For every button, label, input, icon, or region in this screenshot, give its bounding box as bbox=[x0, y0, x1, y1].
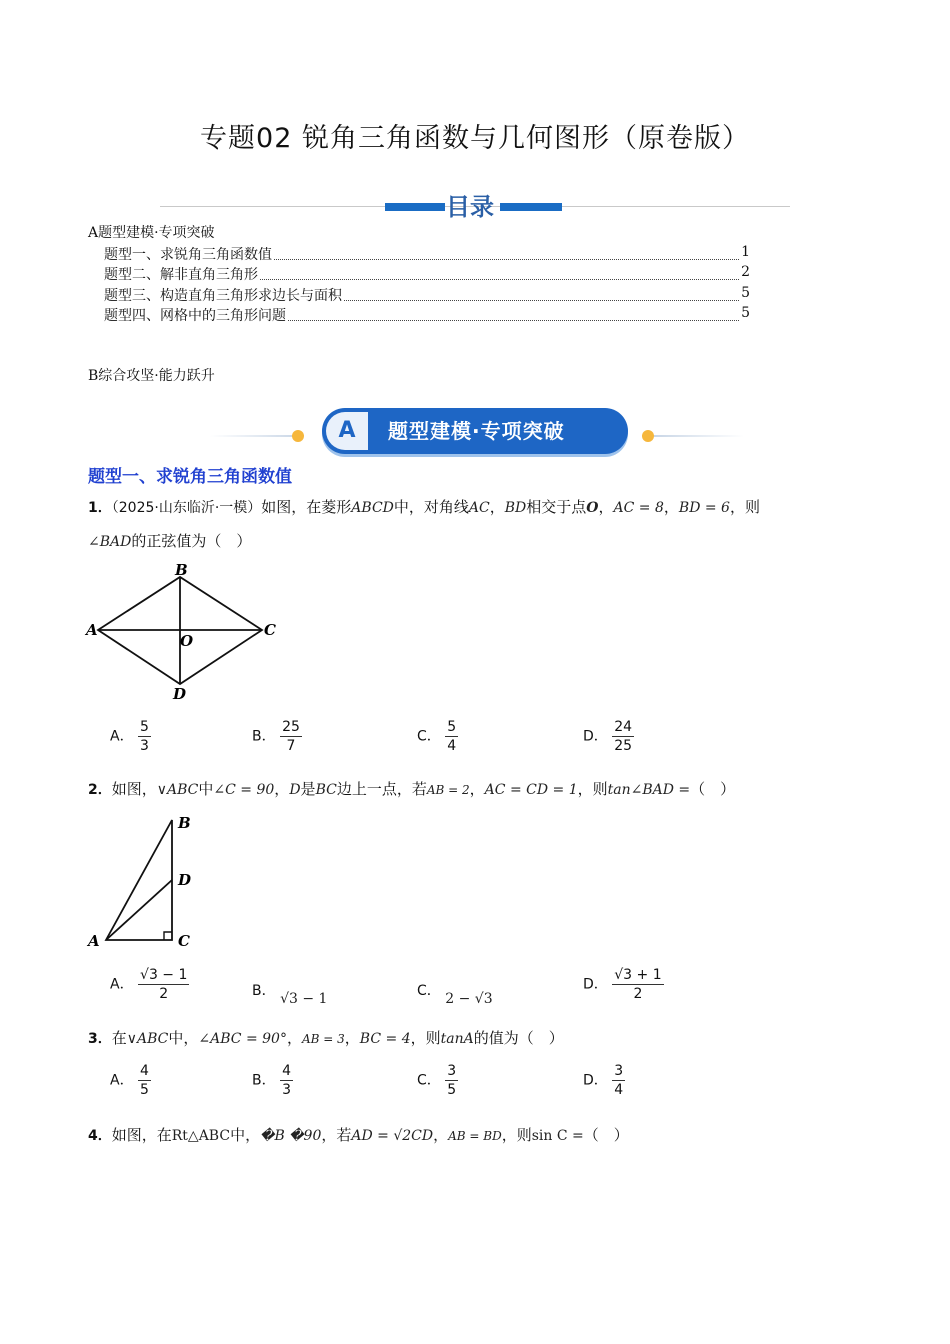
denominator: 4 bbox=[447, 738, 457, 754]
q1-option-a[interactable] bbox=[110, 718, 151, 755]
option-fraction bbox=[612, 1062, 625, 1099]
math-expr: tan∠BAD = bbox=[607, 782, 691, 798]
denominator: 3 bbox=[282, 1082, 291, 1098]
toc-item-label: 题型一、求锐角三角函数值 bbox=[104, 247, 272, 263]
q1-option-b[interactable] bbox=[252, 718, 302, 755]
question-text: ， bbox=[489, 498, 505, 516]
option-label: D． bbox=[583, 1072, 608, 1089]
toc-heading: 目录 bbox=[446, 193, 494, 221]
question-text: 如图， bbox=[111, 780, 157, 798]
toc-item-label: 题型二、解非直角三角形 bbox=[104, 267, 258, 283]
option-label: C． bbox=[417, 1072, 441, 1089]
denominator: 7 bbox=[286, 738, 296, 754]
banner-line-right bbox=[654, 435, 744, 437]
numerator: √3 − 1 bbox=[140, 967, 188, 983]
section-banner bbox=[322, 408, 628, 454]
label-c: C bbox=[264, 621, 276, 639]
toc-part-a[interactable]: A题型建模·专项突破 bbox=[88, 225, 215, 241]
numerator: 24 bbox=[614, 719, 633, 735]
toc-item-page: 5 bbox=[741, 285, 750, 301]
math-expr: ∠BAD bbox=[88, 534, 132, 550]
option-label: B． bbox=[252, 1072, 276, 1089]
banner-line-left bbox=[210, 435, 300, 437]
question-text: 中， bbox=[230, 1126, 261, 1144]
math-expr: AD = √2CD bbox=[351, 1128, 434, 1144]
label-d: D bbox=[173, 685, 187, 703]
q2-option-a[interactable] bbox=[110, 966, 189, 1003]
question-source: （2025·山东临沂·一模） bbox=[111, 500, 262, 516]
question-text: 的正弦值为（ ） bbox=[131, 532, 252, 550]
toc-part-b[interactable]: B综合攻坚·能力跃升 bbox=[88, 368, 215, 384]
q2-option-d[interactable] bbox=[583, 966, 664, 1003]
banner-letter: A bbox=[326, 412, 368, 450]
label-a: A bbox=[88, 932, 100, 950]
q3-option-a[interactable] bbox=[110, 1062, 151, 1099]
question-text: ， bbox=[469, 780, 485, 798]
math-expr: AB = BD bbox=[448, 1129, 502, 1143]
question-4 bbox=[88, 1124, 629, 1145]
banner-text: 题型建模·专项突破 bbox=[388, 419, 565, 443]
option-label: D． bbox=[583, 976, 608, 993]
question-1 bbox=[88, 497, 858, 518]
math-expr: tanA bbox=[440, 1031, 474, 1047]
denominator: 5 bbox=[447, 1082, 457, 1098]
numerator: 5 bbox=[140, 719, 149, 735]
question-number: 2． bbox=[88, 782, 112, 798]
question-text: ， bbox=[433, 1126, 449, 1144]
question-text: 相交于点 bbox=[526, 498, 587, 516]
question-text: 的值为（ ） bbox=[473, 1029, 564, 1047]
numerator: 3 bbox=[614, 1063, 624, 1079]
option-fraction bbox=[138, 718, 151, 755]
label-c: C bbox=[178, 932, 190, 950]
math-expr: AB = 3 bbox=[301, 1032, 345, 1046]
denominator: 3 bbox=[140, 738, 149, 754]
question-text: 中， bbox=[168, 1029, 199, 1047]
math-expr: ∨ABC bbox=[126, 1031, 169, 1047]
label-o: O bbox=[180, 632, 194, 650]
option-label: B． bbox=[252, 728, 276, 745]
math-expr: sin C = bbox=[531, 1128, 584, 1144]
question-text: （ ） bbox=[583, 1126, 629, 1144]
q3-option-c[interactable] bbox=[417, 1062, 458, 1099]
question-text: 中 bbox=[198, 780, 214, 798]
option-fraction bbox=[138, 1062, 151, 1099]
page-title: 专题02 锐角三角函数与几何图形（原卷版） bbox=[200, 123, 750, 154]
question-text: ，则 bbox=[410, 1029, 441, 1047]
label-b: B bbox=[178, 814, 191, 832]
q3-option-b[interactable] bbox=[252, 1062, 293, 1099]
q2-option-b[interactable] bbox=[252, 980, 328, 1007]
question-number: 1． bbox=[88, 500, 112, 516]
triangle-figure bbox=[84, 808, 214, 953]
question-text: ，若 bbox=[321, 1126, 352, 1144]
math-expr: O bbox=[586, 500, 599, 516]
right-angle-mark bbox=[164, 932, 172, 940]
toc-item-label: 题型四、网格中的三角形问题 bbox=[104, 308, 286, 324]
math-expr: �B �90 bbox=[260, 1128, 322, 1144]
math-expr: D bbox=[289, 782, 301, 798]
question-3 bbox=[88, 1027, 564, 1048]
option-label: A． bbox=[110, 976, 134, 993]
question-text: ，则 bbox=[501, 1126, 532, 1144]
triangle-abc bbox=[106, 820, 172, 940]
option-label: C． bbox=[417, 983, 441, 999]
option-label: D． bbox=[583, 728, 608, 745]
math-expr: ABCD bbox=[351, 500, 394, 516]
toc-item-3[interactable] bbox=[104, 285, 750, 305]
question-text: 如图，在菱形 bbox=[261, 498, 352, 516]
option-fraction bbox=[138, 966, 189, 1003]
toc-item-page: 5 bbox=[741, 305, 750, 321]
toc-item-4[interactable] bbox=[104, 305, 750, 325]
math-expr: ∠C = 90 bbox=[213, 782, 275, 798]
q1-option-d[interactable] bbox=[583, 718, 634, 755]
math-expr: AC bbox=[468, 500, 490, 516]
label-d: D bbox=[178, 871, 192, 889]
numerator: 4 bbox=[140, 1063, 149, 1079]
numerator: 3 bbox=[447, 1063, 457, 1079]
denominator: 5 bbox=[140, 1082, 149, 1098]
numerator: 4 bbox=[282, 1063, 291, 1079]
toc-item-page: 1 bbox=[741, 244, 750, 260]
toc-bar-right bbox=[500, 203, 562, 211]
toc-bar-left bbox=[385, 203, 445, 211]
question-text: 边上一点，若 bbox=[336, 780, 427, 798]
q1-option-c[interactable] bbox=[417, 718, 458, 755]
math-expr: ∨ABC bbox=[156, 782, 199, 798]
toc-item-1[interactable] bbox=[104, 244, 750, 264]
denominator: 25 bbox=[614, 738, 633, 754]
numerator: 25 bbox=[282, 719, 300, 735]
banner-dot-right bbox=[642, 430, 654, 442]
option-label: B． bbox=[252, 983, 276, 999]
question-number: 4． bbox=[88, 1128, 112, 1144]
question-text: ， bbox=[274, 780, 290, 798]
toc-item-label: 题型三、构造直角三角形求边长与面积 bbox=[104, 288, 342, 304]
question-text: ， bbox=[598, 498, 614, 516]
segment-ad bbox=[106, 880, 172, 940]
option-fraction bbox=[280, 718, 302, 755]
q2-option-c[interactable] bbox=[417, 980, 493, 1007]
question-text: ， bbox=[286, 1029, 302, 1047]
math-expr: ∠ABC = 90° bbox=[198, 1031, 287, 1047]
math-expr: BD = 6 bbox=[678, 500, 730, 516]
denominator: 4 bbox=[614, 1082, 624, 1098]
math-expr: AC = 8 bbox=[613, 500, 664, 516]
question-text: ，则 bbox=[729, 498, 760, 516]
toc-leader bbox=[274, 244, 739, 260]
math-expr: BC bbox=[315, 782, 337, 798]
section-title: 题型一、求锐角三角函数值 bbox=[88, 467, 292, 487]
option-label: A． bbox=[110, 728, 134, 745]
option-fraction bbox=[612, 966, 663, 1003]
question-text: 是 bbox=[300, 780, 316, 798]
question-text: ， bbox=[663, 498, 679, 516]
banner-dot-left bbox=[292, 430, 304, 442]
q3-option-d[interactable] bbox=[583, 1062, 625, 1099]
option-label: A． bbox=[110, 1072, 134, 1089]
question-text: ，则 bbox=[577, 780, 608, 798]
option-value: 2 − √3 bbox=[445, 991, 493, 1007]
math-expr: BC = 4 bbox=[359, 1031, 411, 1047]
question-text: 在 bbox=[111, 1029, 127, 1047]
question-1-line2 bbox=[88, 530, 251, 551]
toc-leader bbox=[288, 305, 739, 321]
question-text: 如图，在 bbox=[111, 1126, 172, 1144]
math-expr: BD bbox=[504, 500, 527, 516]
option-fraction bbox=[445, 1062, 458, 1099]
rhombus-figure bbox=[84, 560, 284, 705]
toc-item-page: 2 bbox=[741, 264, 750, 280]
question-text: （ ） bbox=[690, 780, 736, 798]
option-fraction bbox=[612, 718, 634, 755]
numerator: √3 + 1 bbox=[614, 967, 662, 983]
question-text: 中，对角线 bbox=[393, 498, 469, 516]
option-fraction bbox=[445, 718, 458, 755]
question-2 bbox=[88, 778, 735, 799]
question-number: 3． bbox=[88, 1031, 112, 1047]
denominator: 2 bbox=[633, 986, 643, 1002]
option-fraction bbox=[280, 1062, 293, 1099]
toc-leader bbox=[344, 285, 739, 301]
option-value: √3 − 1 bbox=[280, 991, 328, 1007]
math-expr: Rt△ABC bbox=[171, 1128, 231, 1144]
label-a: A bbox=[86, 621, 98, 639]
option-label: C． bbox=[417, 728, 441, 745]
denominator: 2 bbox=[159, 986, 169, 1002]
math-expr: AC = CD = 1 bbox=[484, 782, 578, 798]
toc-leader bbox=[260, 264, 739, 280]
label-b: B bbox=[175, 561, 188, 579]
math-expr: AB = 2 bbox=[426, 783, 470, 797]
toc-item-2[interactable] bbox=[104, 264, 750, 284]
numerator: 5 bbox=[447, 719, 457, 735]
question-text: ， bbox=[344, 1029, 360, 1047]
